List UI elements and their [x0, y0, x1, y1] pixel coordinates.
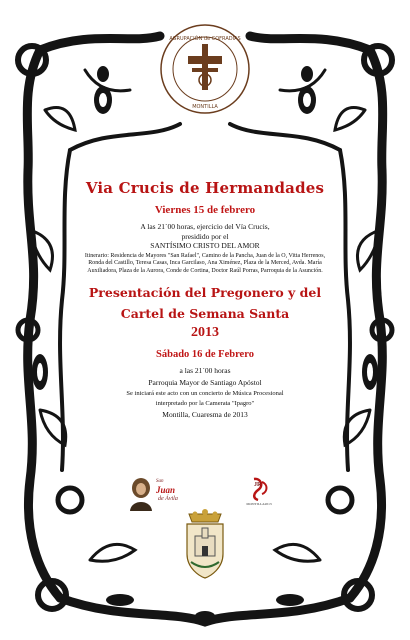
saint-logo-text-2: Juan [156, 485, 176, 495]
via-crucis-itinerary: Itinerario: Residencia de Mayores "San Rafael", Camino de la Pancha, Juan de la O, Vitta Herrenos, Ronda del Castillo, Teresa Casas, Inca Garcilaso, Ana Ximénez, Plaza de la Merced, Avda. María Auxiliadora, Plaza de la Aurora, Conde de Cortina, Doctor Raúl Porras, Parroquia de la Asunción. [84, 252, 326, 274]
seal-city: MONTILLA [192, 104, 218, 110]
presentacion-year: 2013 [191, 325, 219, 341]
presentacion-footer: Montilla, Cuaresma de 2013 [162, 410, 248, 420]
right-logo-text: JR [254, 482, 262, 488]
seal-ring-text: AGRUPACIÓN de COFRADÍAS [169, 36, 241, 42]
via-crucis-title: Via Crucis de Hermandades [85, 179, 325, 197]
jr-monogram-icon [246, 476, 272, 502]
saint-portrait-icon [128, 475, 154, 511]
presentacion-note1: Se iniciará este acto con un concierto de Música Procesional [126, 390, 284, 398]
via-crucis-date: Viernes 15 de febrero [154, 204, 256, 216]
montilla-coat-of-arms-icon [181, 508, 229, 582]
presentacion-note2: interpretado por la Camerata "Ipagro" [155, 399, 255, 407]
via-crucis-line2: presidido por el [181, 231, 229, 241]
san-juan-de-avila-logo [128, 473, 188, 513]
poster-content [78, 168, 332, 420]
right-logo-caption: MONTILLA2013 [246, 502, 272, 506]
presentacion-title-line1: Presentación del Pregonero y del [88, 285, 322, 301]
presentacion-place: Parroquia Mayor de Santiago Apóstol [148, 377, 262, 387]
presentacion-time: a las 21´00 horas [179, 366, 231, 376]
presentacion-date: Sábado 16 de Febrero [156, 349, 254, 361]
right-event-logo [246, 476, 272, 510]
saint-logo-text-3: de Ávila [158, 496, 178, 502]
saint-logo-text-1: San [156, 479, 164, 484]
via-crucis-line3: SANTÍSIMO CRISTO DEL AMOR [150, 241, 260, 250]
via-crucis-line1: A las 21´00 horas, ejercicio del Vía Crucis, [140, 222, 270, 231]
presentacion-title-line2: Cartel de Semana Santa [120, 306, 290, 322]
